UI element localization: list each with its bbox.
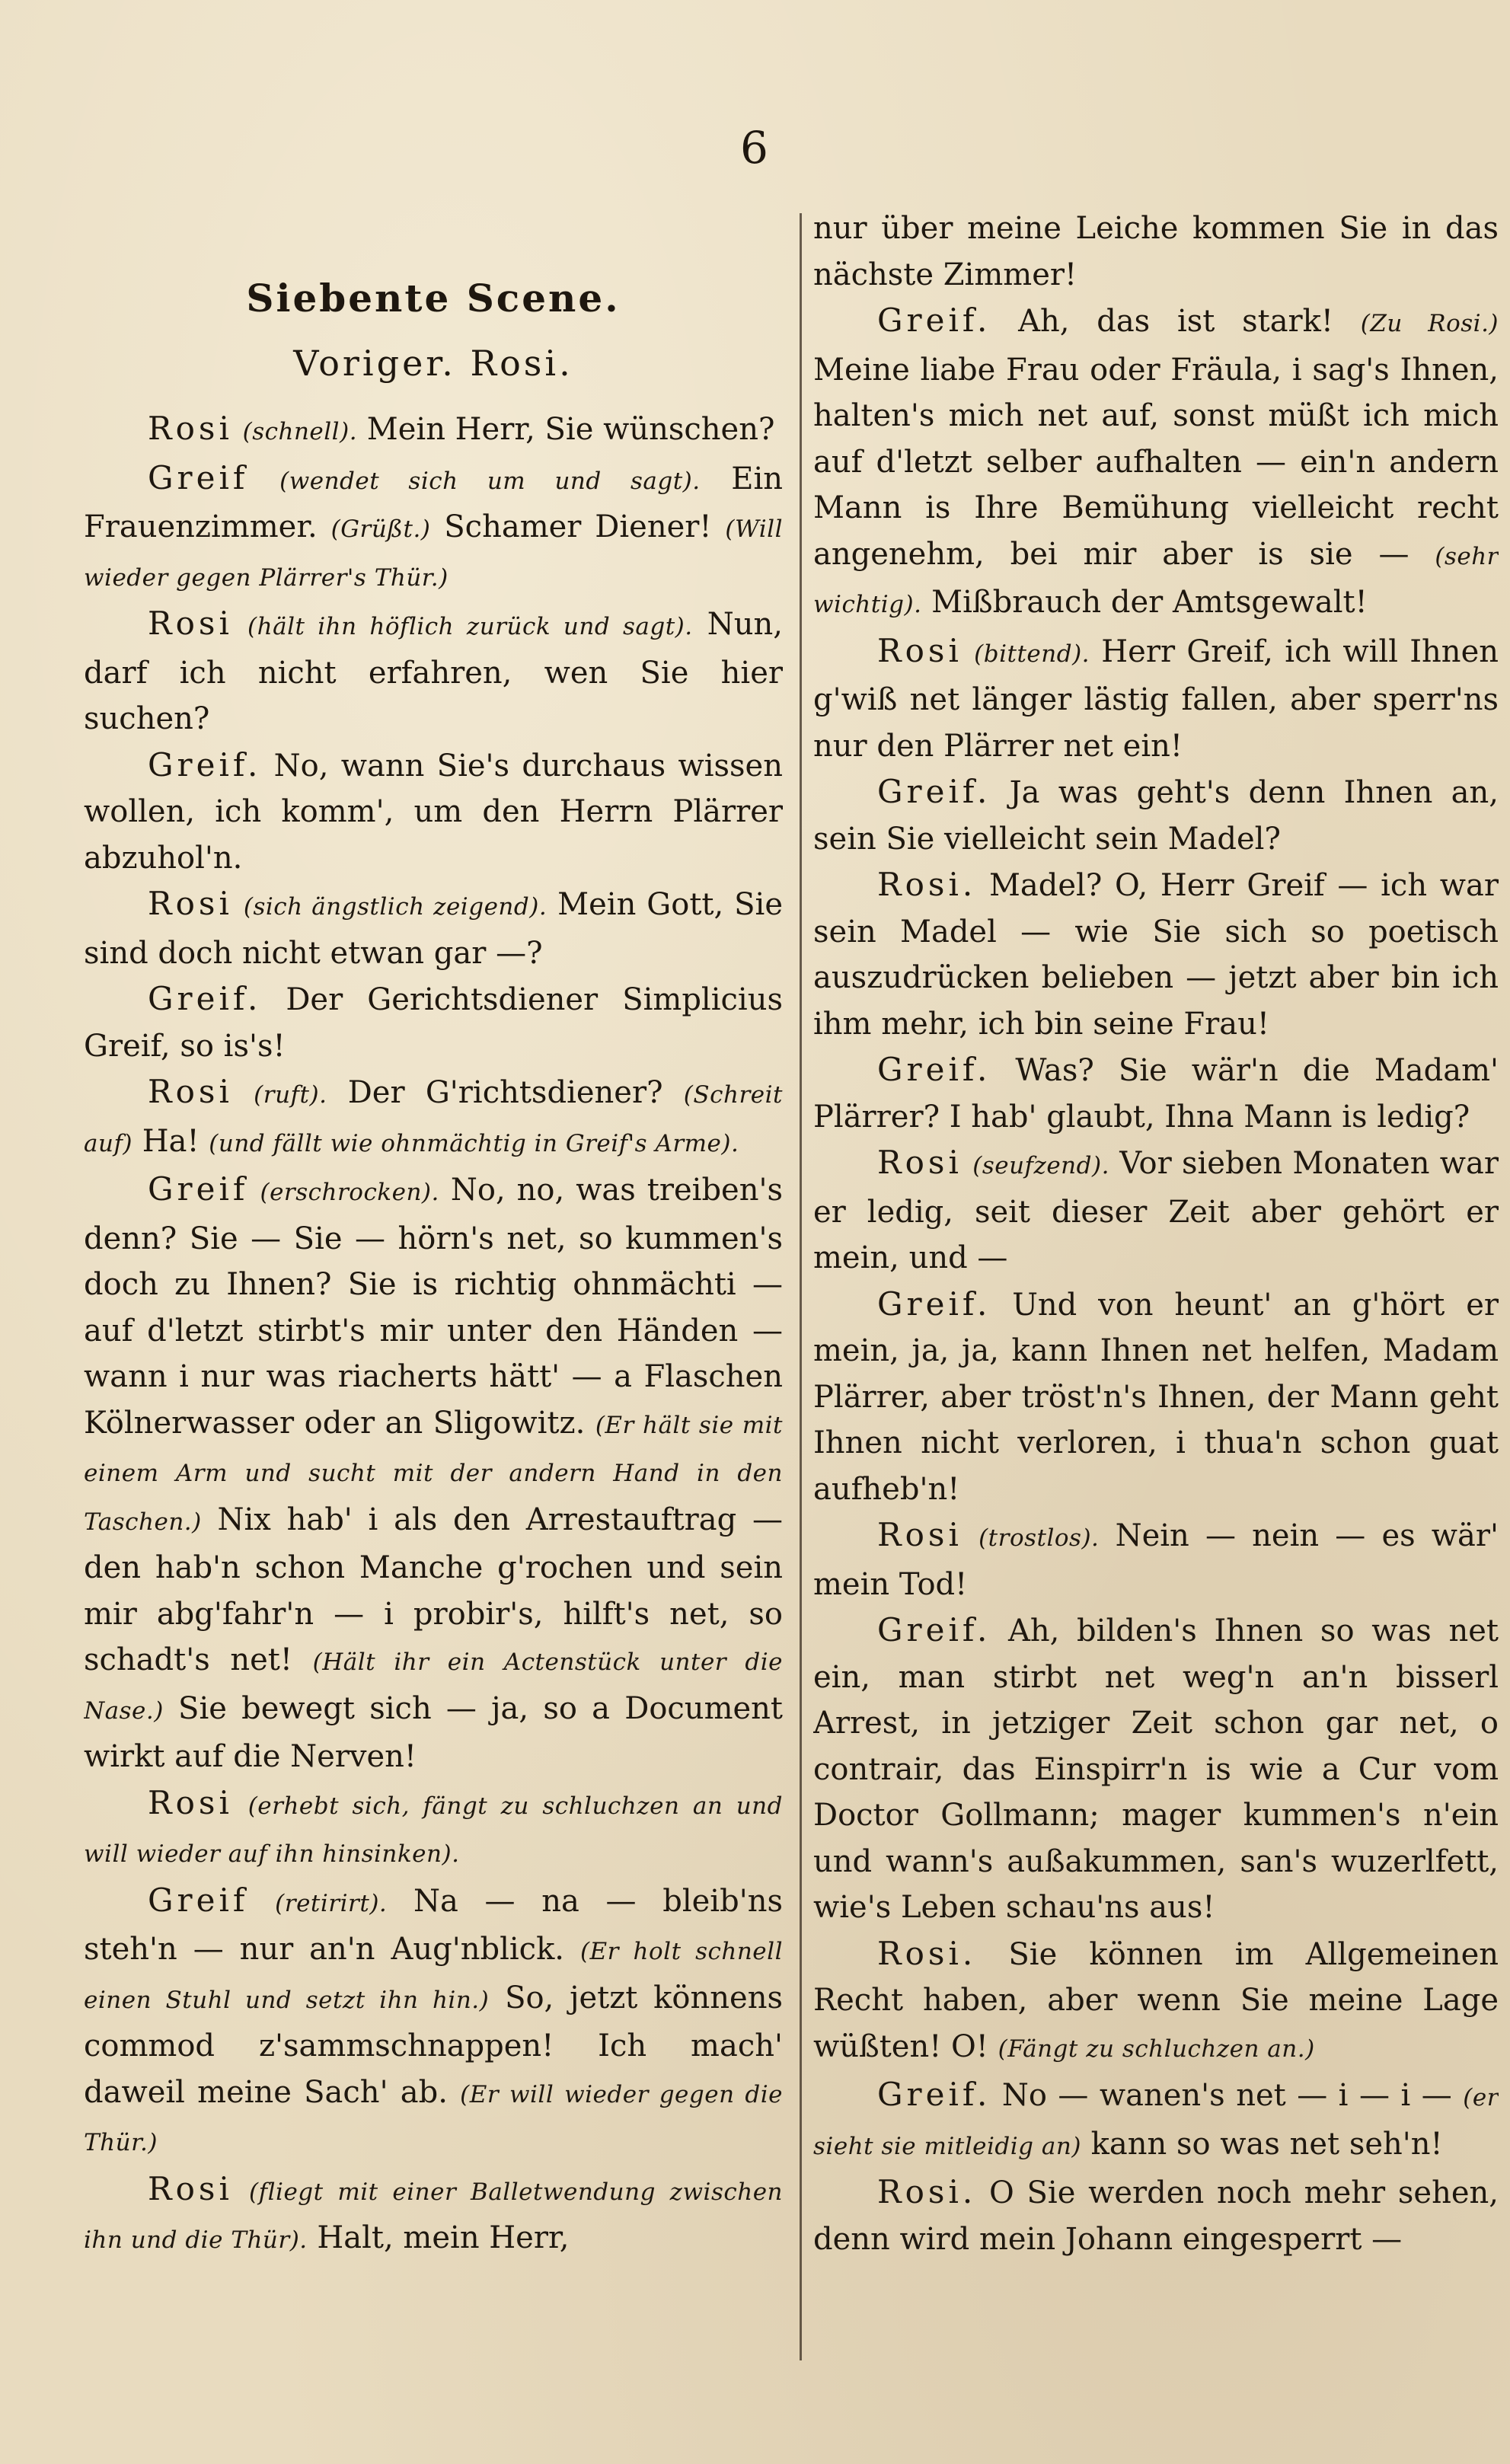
right-column xyxy=(813,206,1499,2383)
dialogue-paragraph xyxy=(84,1069,783,1167)
dialogue-text: Und von heunt' an g'hört er mein, ja, ja, kann Ihnen net helfen, Madam Plärrer, aber tröst'n's Ihnen, der Mann geht Ihnen nicht verloren, i thua'n schon guat aufheb'n! xyxy=(813,1287,1499,1507)
stage-direction: (Grüßt.) xyxy=(330,515,431,543)
dialogue-paragraph xyxy=(84,976,783,1069)
dialogue-paragraph xyxy=(813,1140,1499,1281)
dialogue-text: Sie können im Allgemeinen Recht haben, aber wenn Sie meine Lage wüßten! O! xyxy=(813,1936,1499,2064)
dialogue-text: Ja was geht's denn Ihnen an, sein Sie vielleicht sein Madel? xyxy=(813,775,1499,857)
stage-direction: (er sieht sie mitleidig an) xyxy=(813,2084,1499,2160)
dialogue-text: Nun, darf ich nicht erfahren, wen Sie hier suchen? xyxy=(84,607,783,736)
dialogue-paragraph xyxy=(813,1512,1499,1607)
dialogue-text: So, jetzt könnens commod z'sammschnappen! Ich mach' daweil meine Sach' ab. xyxy=(84,1980,783,2110)
speaker-name: Rosi xyxy=(877,1516,963,1553)
speaker-name: Rosi. xyxy=(877,1934,977,1972)
speaker-name: Rosi xyxy=(148,2169,233,2207)
dialogue-text: Schamer Diener! xyxy=(444,509,712,544)
stage-direction: (hält ihn höflich zurück und sagt). xyxy=(247,613,693,640)
dialogue-text: Ah, bilden's Ihnen so was net ein, man stirbt net weg'n an'n bisserl Arrest, in jetziger Zeit schon gar net, o contrair, das Einspirr'n is wie a Cur vom Doctor Gollmann; mager kummen's n'ein und wann's außakummen, san's wuzerlfett, wie's Leben schau'ns aus! xyxy=(813,1613,1499,1925)
dialogue-text: Madel? O, Herr Greif — ich war sein Madel — wie Sie sich so poetisch auszudrücken belieben — jetzt aber bin ich ihm mehr, ich bin seine Frau! xyxy=(813,868,1499,1042)
dialogue-paragraph xyxy=(813,1281,1499,1513)
dialogue-paragraph xyxy=(813,1047,1499,1140)
dialogue-paragraph xyxy=(84,406,783,455)
dialogue-paragraph xyxy=(84,601,783,742)
dialogue-text: Na — na — bleib'ns steh'n — nur an'n Aug'nblick. xyxy=(84,1883,783,1967)
dialogue-text: Vor sieben Monaten war er ledig, seit dieser Zeit aber gehört er mein, und — xyxy=(813,1146,1499,1275)
stage-direction: (Er will wieder gegen die Thür.) xyxy=(84,2080,783,2156)
stage-direction: (sich ängstlich zeigend). xyxy=(243,893,547,921)
speaker-name: Greif xyxy=(148,1170,249,1208)
stage-direction: (trostlos). xyxy=(978,1524,1100,1552)
speaker-name: Greif xyxy=(148,1881,249,1919)
dialogue-paragraph xyxy=(813,862,1499,1047)
speaker-name: Rosi xyxy=(148,1783,233,1821)
dialogue-text: kann so was net seh'n! xyxy=(1090,2126,1443,2162)
scene-heading: Siebente Scene. xyxy=(246,276,621,321)
stage-direction: (wendet sich um und sagt). xyxy=(279,467,701,495)
speaker-name: Rosi xyxy=(148,605,233,642)
dialogue-paragraph xyxy=(84,1167,783,1780)
stage-direction: (fliegt mit einer Balletwendung zwischen ihn und die Thür). xyxy=(84,2178,783,2254)
stage-direction: (bittend). xyxy=(974,640,1090,668)
dialogue-text: Mein Herr, Sie wünschen? xyxy=(366,412,775,447)
dialogue-text: Mein Gott, Sie sind doch nicht etwan gar —? xyxy=(84,887,783,971)
dialogue-text: Herr Greif, ich will Ihnen g'wiß net länger lästig fallen, aber sperr'ns nur den Plärrer net ein! xyxy=(813,634,1499,764)
speaker-name: Rosi xyxy=(877,1144,963,1181)
stage-direction: (Schreit auf) xyxy=(84,1081,783,1157)
speaker-name: Rosi xyxy=(148,885,233,922)
speaker-name: Rosi xyxy=(877,631,963,669)
stage-direction: (erschrocken). xyxy=(260,1179,439,1206)
speaker-name: Rosi. xyxy=(877,866,977,903)
dialogue-text: Der G'richtsdiener? xyxy=(347,1075,663,1110)
speaker-name: Rosi. xyxy=(877,2173,977,2210)
page-number: 6 xyxy=(740,122,770,174)
column-divider xyxy=(800,213,802,2360)
dialogue-paragraph xyxy=(813,628,1499,770)
stage-direction: (Er hält sie mit einem Arm und sucht mit der andern Hand in den Taschen.) xyxy=(84,1411,783,1536)
dialogue-text: Ha! xyxy=(142,1123,200,1159)
speaker-name: Greif xyxy=(148,458,249,496)
dialogue-text: Halt, mein Herr, xyxy=(317,2220,570,2255)
dialogue-text: No — wanen's net — i — i — xyxy=(1001,2078,1452,2113)
stage-direction: (Hält ihr ein Actenstück unter die Nase.) xyxy=(84,1649,783,1725)
dialogue-paragraph xyxy=(813,769,1499,862)
dialogue-text: Nix hab' i als den Arrestauftrag — den hab'n schon Manche g'rochen und sein mir abg'fahr'n — i probir's, hilft's net, so schadt's net! xyxy=(84,1502,783,1677)
speaker-name: Greif. xyxy=(148,745,262,784)
stage-direction: (Zu Rosi.) xyxy=(1360,310,1499,337)
dialogue-text: Meine liabe Frau oder Fräula, i sag's Ihnen, halten's mich net auf, sonst müßt ich mich auf d'letzt selber aufhalten — ein'n andern Mann is Ihre Bemühung vielleicht recht angenehm, bei mir aber is sie — xyxy=(813,352,1499,572)
speaker-name: Greif. xyxy=(877,1051,991,1088)
dialogue-text: No, wann Sie's durchaus wissen wollen, ich komm', um den Herrn Plärrer abzuhol'n. xyxy=(84,748,783,876)
speaker-name: Greif. xyxy=(877,302,991,339)
stage-direction: (Will wieder gegen Plärrer's Thür.) xyxy=(84,515,783,592)
stage-direction: (und fällt wie ohnmächtig in Greif's Arme). xyxy=(209,1129,739,1157)
dialogue-paragraph xyxy=(813,2169,1499,2262)
left-column xyxy=(84,206,783,2383)
speaker-name: Rosi xyxy=(148,1073,233,1110)
stage-direction: (erhebt sich, fängt zu schluchzen an und will wieder auf ihn hinsinken). xyxy=(84,1792,783,1868)
stage-direction: (seufzend). xyxy=(972,1152,1109,1179)
speaker-name: Greif. xyxy=(148,980,262,1017)
dialogue-text: Ein Frauenzimmer. xyxy=(84,461,783,544)
dialogue-paragraph xyxy=(84,1780,783,1878)
scene-characters: Voriger. Rosi. xyxy=(293,342,573,384)
dialogue-paragraph xyxy=(84,881,783,976)
dialogue-paragraph xyxy=(84,1878,783,2166)
dialogue-text: Ah, das ist stark! xyxy=(1018,304,1333,339)
dialogue-text: Was? Sie wär'n die Madam' Plärrer? I hab' glaubt, Ihna Mann is ledig? xyxy=(813,1053,1499,1135)
stage-direction: (Er holt schnell einen Stuhl und setzt ihn hin.) xyxy=(84,1938,783,2014)
stage-direction: (ruft). xyxy=(254,1081,327,1109)
speaker-name: Greif. xyxy=(877,773,991,810)
dialogue-paragraph xyxy=(84,455,783,602)
dialogue-paragraph xyxy=(813,1607,1499,1931)
stage-direction: (schnell). xyxy=(242,418,358,445)
speaker-name: Greif. xyxy=(877,2076,991,2113)
dialogue-paragraph xyxy=(813,1931,1499,2073)
dialogue-text: Der Gerichtsdiener Simplicius Greif, so is's! xyxy=(84,982,783,1064)
dialogue-text: Sie bewegt sich — ja, so a Document wirkt auf die Nerven! xyxy=(84,1690,783,1774)
dialogue-paragraph xyxy=(84,742,783,882)
stage-direction: (retirirt). xyxy=(275,1889,388,1917)
speaker-name: Greif. xyxy=(877,1611,991,1649)
continuation-text: nur über meine Leiche kommen Sie in das nächste Zimmer! xyxy=(813,211,1499,292)
dialogue-text: Nein — nein — es wär' mein Tod! xyxy=(813,1518,1499,1602)
stage-direction: (Fängt zu schluchzen an.) xyxy=(998,2035,1315,2063)
stage-direction: (sehr wichtig). xyxy=(813,542,1499,618)
dialogue-text: O Sie werden noch mehr sehen, denn wird mein Johann eingesperrt — xyxy=(813,2175,1499,2257)
speaker-name: Rosi xyxy=(148,410,233,447)
dialogue-paragraph xyxy=(84,2166,783,2264)
dialogue-text: Mißbrauch der Amtsgewalt! xyxy=(931,585,1368,620)
speaker-name: Greif. xyxy=(877,1285,991,1323)
dialogue-text: No, no, was treiben's denn? Sie — Sie — hörn's net, so kummen's doch zu Ihnen? Sie is richtig ohnmächti — auf d'letzt stirbt's mir unter den Händen — wann i nur was riacherts hätt' — a Flaschen Kölnerwasser oder an Sligowitz. xyxy=(84,1173,783,1441)
dialogue-paragraph xyxy=(813,298,1499,628)
dialogue-paragraph xyxy=(813,2072,1499,2169)
